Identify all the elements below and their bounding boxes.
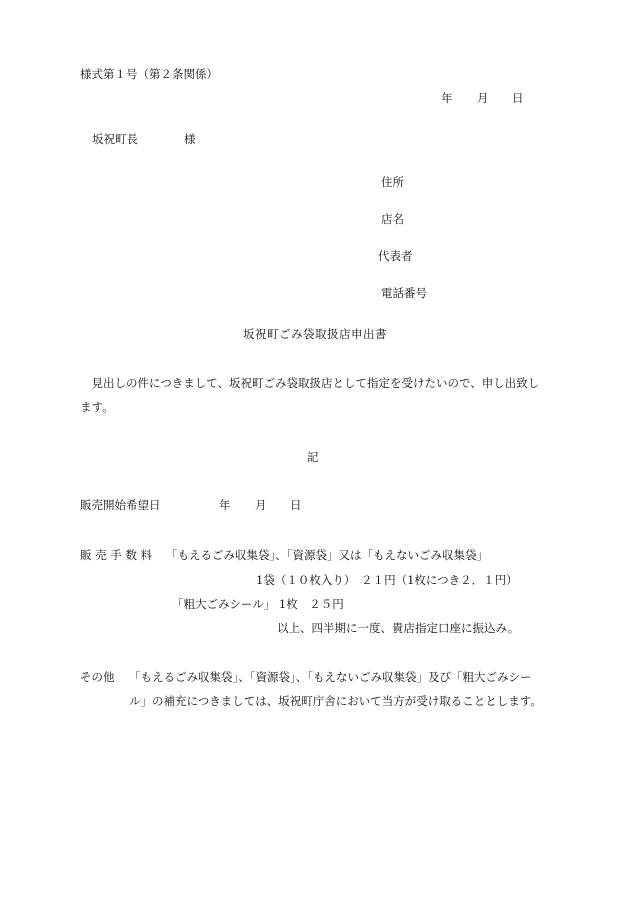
body-line-1: 見出しの件につきまして、坂祝町ごみ袋取扱店として指定を受けたいので、申し出致し	[80, 376, 540, 390]
start-date-label: 販売開始希望日	[80, 498, 161, 512]
ki-heading: 記	[307, 450, 319, 464]
start-date-month: 月	[255, 498, 267, 512]
other-line-1: 「もえるごみ収集袋」、「資源袋」、「もえないごみ収集袋」及び「粗大ごみシー	[129, 670, 532, 684]
date-year: 年	[441, 91, 453, 105]
fee-label: 販 売 手 数 料	[80, 548, 153, 562]
addressee-honorific: 様	[184, 132, 196, 146]
field-phone: 電話番号	[381, 286, 427, 300]
form-label: 様式第１号（第２条関係）	[80, 67, 218, 81]
field-representative: 代表者	[378, 249, 413, 263]
body-line-2: ます。	[80, 400, 114, 414]
other-line-2: ル」の補充につきましては、坂祝町庁舎において当方が受け取ることとします。	[129, 694, 542, 708]
field-shop-name: 店名	[381, 212, 404, 226]
start-date-year: 年	[219, 498, 231, 512]
fee-payment-line: 以上、四半期に一度、貴店指定口座に振込み。	[277, 621, 520, 635]
other-label: その他	[80, 670, 115, 684]
addressee-name: 坂祝町長	[92, 132, 138, 146]
start-date-day: 日	[290, 498, 302, 512]
field-address: 住所	[381, 175, 404, 189]
fee-bag-line: 1袋（１０枚入り） ２１円（1枚につき２．１円）	[256, 573, 518, 587]
date-day: 日	[512, 91, 524, 105]
fee-sticker-line: 「粗大ごみシール」 1枚 ２５円	[172, 597, 344, 611]
fee-items-line: 「もえるごみ収集袋」、「資源袋」又は「もえないごみ収集袋」	[166, 548, 488, 562]
page-title: 坂祝町ごみ袋取扱店申出書	[243, 327, 387, 341]
date-month: 月	[477, 91, 489, 105]
